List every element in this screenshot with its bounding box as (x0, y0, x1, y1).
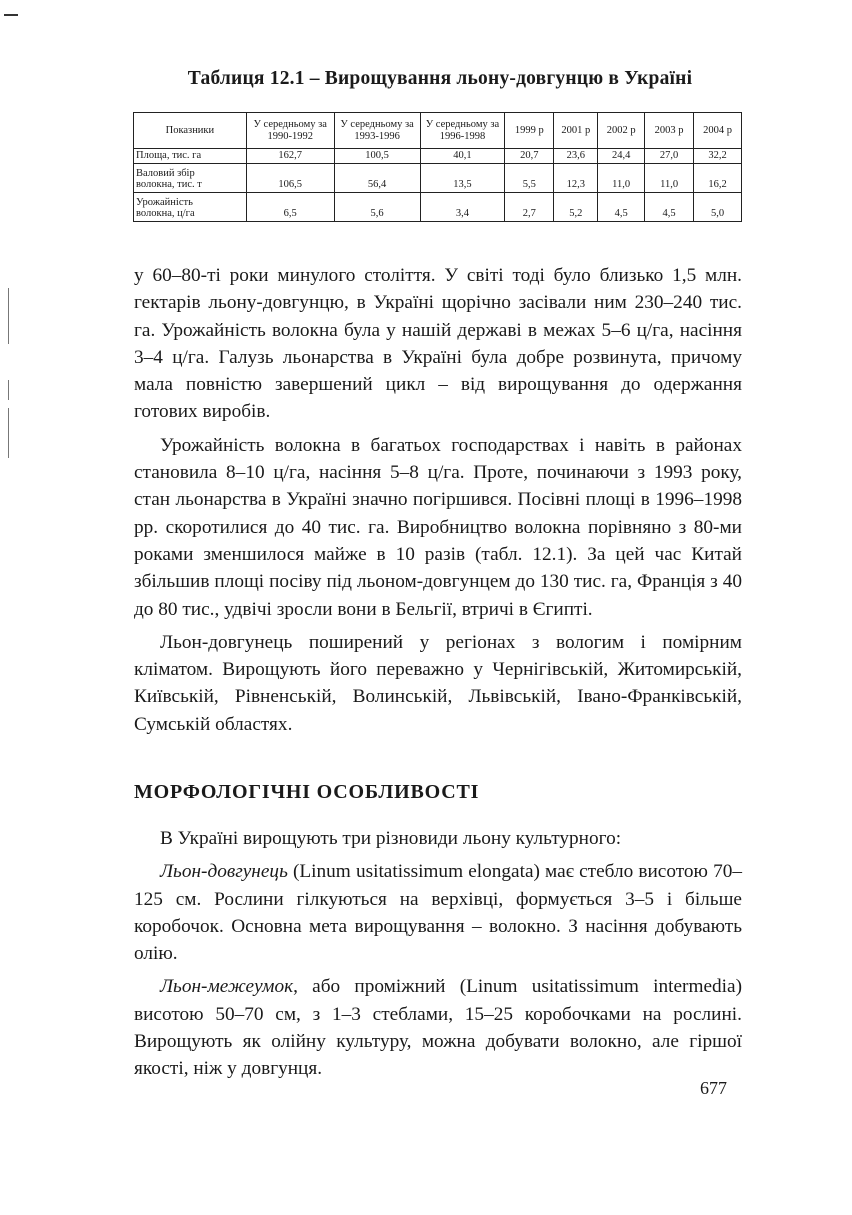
header-cell: Показники (134, 113, 247, 149)
table-cell: 100,5 (334, 149, 420, 164)
table-cell: 32,2 (694, 149, 742, 164)
table-cell: 4,5 (598, 193, 645, 222)
table-cell: 5,2 (554, 193, 598, 222)
header-cell: У середньому за 1993-1996 (334, 113, 420, 149)
section-text (134, 825, 742, 1083)
table-cell: 3,4 (420, 193, 505, 222)
section-heading: МОРФОЛОГІЧНІ ОСОБЛИВОСТІ (134, 781, 480, 803)
table-row (134, 164, 742, 193)
table-row (134, 149, 742, 164)
header-cell: 2002 р (598, 113, 645, 149)
table-cell: 20,7 (505, 149, 554, 164)
paragraph: Льон-довгунець поширений у регіонах з вологим і помірним кліматом. Вирощують його переважно у Чернігівській, Житомирській, Київській, Рівненській, Волинській, Львівській, Івано-Франківській, Сумській областях. (134, 631, 742, 735)
table-cell: 5,5 (505, 164, 554, 193)
margin-line (8, 408, 9, 458)
paragraph: Урожайність волокна в багатьох господарствах і навіть в районах становила 8–10 ц/га, насіння 5–8 ц/га. Проте, починаючи з 1993 року, стан льонарства в Україні значно погіршився. Посівні площі в 1996–1998 рр. скоротилися до 40 тис. га. Виробництво волокна порівняно з 80-ми роками зменшилося майже в 10 разів (табл. 12.1). За цей час Китай збільшив площі посіву під льоном-довгунцем до 130 тис. га, Франція з 40 до 80 тис., удвічі зросли вони в Бельгії, втричі в Єгипті. (134, 434, 742, 620)
margin-line (8, 380, 9, 400)
variety-name: Льон-довгунець (160, 861, 288, 883)
table-cell: 106,5 (246, 164, 334, 193)
table-cell: 16,2 (694, 164, 742, 193)
table-cell: 5,0 (694, 193, 742, 222)
table-cell: 56,4 (334, 164, 420, 193)
variety-paragraph (134, 858, 742, 967)
row-label: Урожайність волокна, ц/га (134, 193, 247, 222)
scan-mark (4, 14, 18, 16)
table-cell: 13,5 (420, 164, 505, 193)
table-cell: 162,7 (246, 149, 334, 164)
variety-text: , або проміжний (Linum usitatissimum intermedia) висотою 50–70 см, з 1–3 стеблами, 15–25 коробочками на рослині. Вирощують як олійну культуру, можна добувати волокно, але гіршої якості, ніж у довгунця. (134, 976, 742, 1080)
body-text (134, 262, 742, 738)
page-number: 677 (700, 1078, 727, 1098)
variety-name: Льон-межеумок (160, 976, 294, 998)
paragraph: В Україні вирощують три різновиди льону культурного: (160, 828, 622, 849)
header-cell: 2004 р (694, 113, 742, 149)
table-cell: 12,3 (554, 164, 598, 193)
table-cell: 11,0 (598, 164, 645, 193)
flax-table (133, 112, 742, 222)
table-cell: 4,5 (645, 193, 694, 222)
table-title: Таблиця 12.1 – Вирощування льону-довгунцю в Україні (187, 68, 693, 89)
table-cell: 6,5 (246, 193, 334, 222)
paragraph: у 60–80-ті роки минулого століття. У світі тоді було близько 1,5 млн. гектарів льону-довгунцю, в Україні щорічно засівали ним 230–240 тис. га. Урожайність волокна була у нашій державі в межах 5–6 ц/га, насіння 3–4 ц/га. Галузь льонарства в Україні була добре розвинута, причому мала повністю завершений цикл – від вирощування до одержання готових виробів. (134, 265, 742, 423)
header-cell: 2003 р (645, 113, 694, 149)
table-header-row (134, 113, 742, 149)
header-cell: У середньому за 1996-1998 (420, 113, 505, 149)
header-cell: 1999 р (505, 113, 554, 149)
table-cell: 11,0 (645, 164, 694, 193)
table-cell: 5,6 (334, 193, 420, 222)
variety-text: (Linum usitatissimum elongata) має стебло висотою 70–125 см. Рослини гілкуються на верхівці, формується 3–5 і більше коробочок. Основна мета вирощування – волокно. З насіння добувають олію. (134, 861, 742, 965)
table-row (134, 193, 742, 222)
row-label: Валовий збір волокна, тис. т (134, 164, 247, 193)
table-cell: 23,6 (554, 149, 598, 164)
header-cell: У середньому за 1990-1992 (246, 113, 334, 149)
table-cell: 2,7 (505, 193, 554, 222)
margin-line (8, 288, 9, 344)
header-cell: 2001 р (554, 113, 598, 149)
variety-paragraph (134, 973, 742, 1082)
row-label: Площа, тис. га (134, 149, 247, 164)
table-cell: 40,1 (420, 149, 505, 164)
table-cell: 24,4 (598, 149, 645, 164)
table-cell: 27,0 (645, 149, 694, 164)
